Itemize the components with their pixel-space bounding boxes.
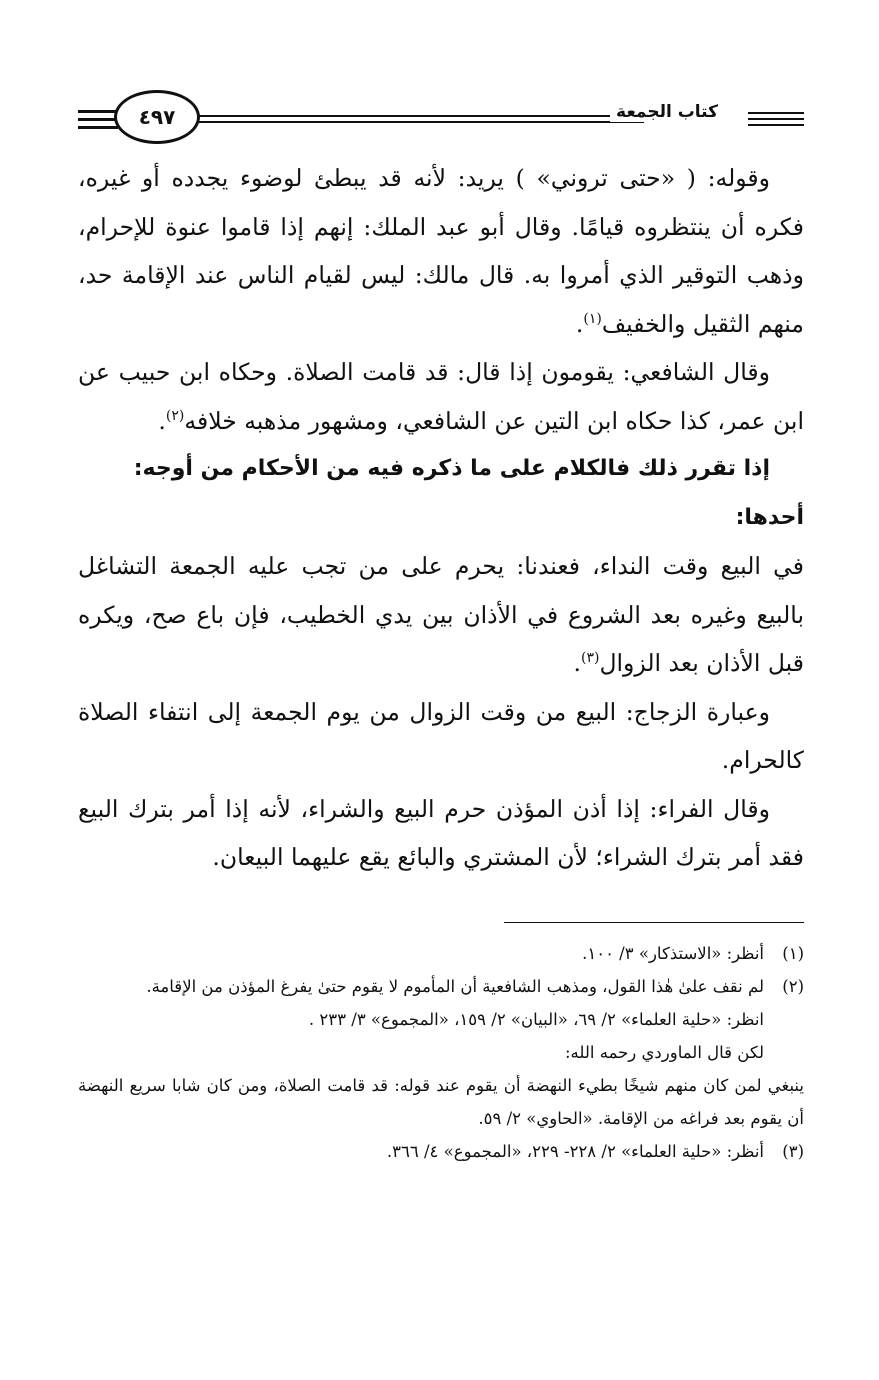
footnote-2	[78, 970, 804, 1003]
footnote-2-quote: ينبغي لمن كان منهم شيخًا بطيء النهضة أن يقوم عند قوله: قد قامت الصلاة، ومن كان شابا سريع النهضة أن يقوم بعد فراغه من الإقامة. «الحاوي» ٢/ ٥٩.	[78, 1075, 804, 1128]
page-header	[78, 80, 804, 150]
footnote-1	[78, 937, 804, 970]
footnote-text: لم نقف علىٰ هٰذا القول، ومذهب الشافعية أن المأموم لا يقوم حتىٰ يفرغ المؤذن من الإقامة.	[146, 976, 764, 996]
header-rule	[748, 112, 804, 114]
running-title: كتاب الجمعة	[610, 102, 724, 122]
paragraph	[78, 542, 804, 688]
header-rule	[198, 121, 644, 123]
paragraph: وعبارة الزجاج: البيع من وقت الزوال من يوم الجمعة إلى انتفاء الصلاة كالحرام.	[78, 697, 804, 774]
paragraph-text: في البيع وقت النداء، فعندنا: يحرم على من تجب عليه الجمعة التشاغل بالبيع وغيره بعد الشروع في الأذان بين يدي الخطيب، فإن باع صح، ويكره قبل الأذان بعد الزوال	[78, 552, 804, 677]
footnotes	[78, 937, 804, 1168]
page	[78, 80, 804, 1168]
footnote-ref: (١)	[583, 310, 602, 327]
footnote-text: أنظر: «الاستذكار» ٣/ ١٠٠.	[582, 943, 764, 963]
paragraph-end: .	[573, 649, 581, 677]
section-heading: إذا تقرر ذلك فالكلام على ما ذكره فيه من الأحكام من أوجه:	[133, 456, 770, 481]
footnote-ref: (٣)	[580, 650, 600, 667]
paragraph	[78, 348, 804, 445]
footnote-separator	[504, 922, 804, 923]
subheading: أحدها:	[735, 504, 804, 530]
footnote-ref: (٢)	[165, 407, 185, 424]
header-rule	[78, 126, 118, 129]
footnote-text: أنظر: «حلية العلماء» ٢/ ٢٢٨- ٢٢٩، «المجموع» ٤/ ٣٦٦.	[386, 1141, 764, 1161]
footnote-number: (٢)	[782, 976, 804, 996]
paragraph-text: وقوله: ( «حتى تروني» ) يريد: لأنه قد يبطئ لوضوء يجدده أو غيره، فكره أن ينتظروه قيامًا. وقال أبو عبد الملك: إنهم إذا قاموا عنوة للإحرام، وذهب التوقير الذي أمروا به. قال مالك: ليس لقيام الناس عند الإقامة حد، منهم الثقيل والخفيف	[78, 164, 804, 338]
footnote-2-sources: انظر: «حلية العلماء» ٢/ ٦٩، «البيان» ٢/ ١٥٩، «المجموع» ٣/ ٢٣٣ .	[308, 1009, 764, 1029]
paragraph-end: .	[158, 406, 166, 435]
paragraph	[78, 154, 804, 348]
footnote-2-note: لكن قال الماوردي رحمه الله:	[565, 1042, 764, 1062]
page-number: ٤٩٧	[114, 90, 200, 144]
main-text	[78, 154, 804, 882]
footnote-number: (١)	[782, 943, 804, 963]
header-rule	[198, 115, 644, 117]
paragraph-end: .	[575, 309, 584, 338]
header-rule	[78, 118, 118, 121]
footnote-3	[78, 1135, 804, 1168]
paragraph-text: وقال الشافعي: يقومون إذا قال: قد قامت الصلاة. وحكاه ابن حبيب عن ابن عمر، كذا حكاه ابن التين عن الشافعي، ومشهور مذهبه خلافه	[78, 358, 804, 435]
footnote-number: (٣)	[782, 1141, 804, 1161]
header-rule	[748, 124, 804, 126]
header-rule	[78, 110, 118, 113]
paragraph: وقال الفراء: إذا أذن المؤذن حرم البيع والشراء، لأنه إذا أمر بترك البيع فقد أمر بترك الشراء؛ لأن المشتري والبائع يقع عليهما البيعان.	[78, 794, 804, 871]
header-rule	[748, 118, 804, 120]
